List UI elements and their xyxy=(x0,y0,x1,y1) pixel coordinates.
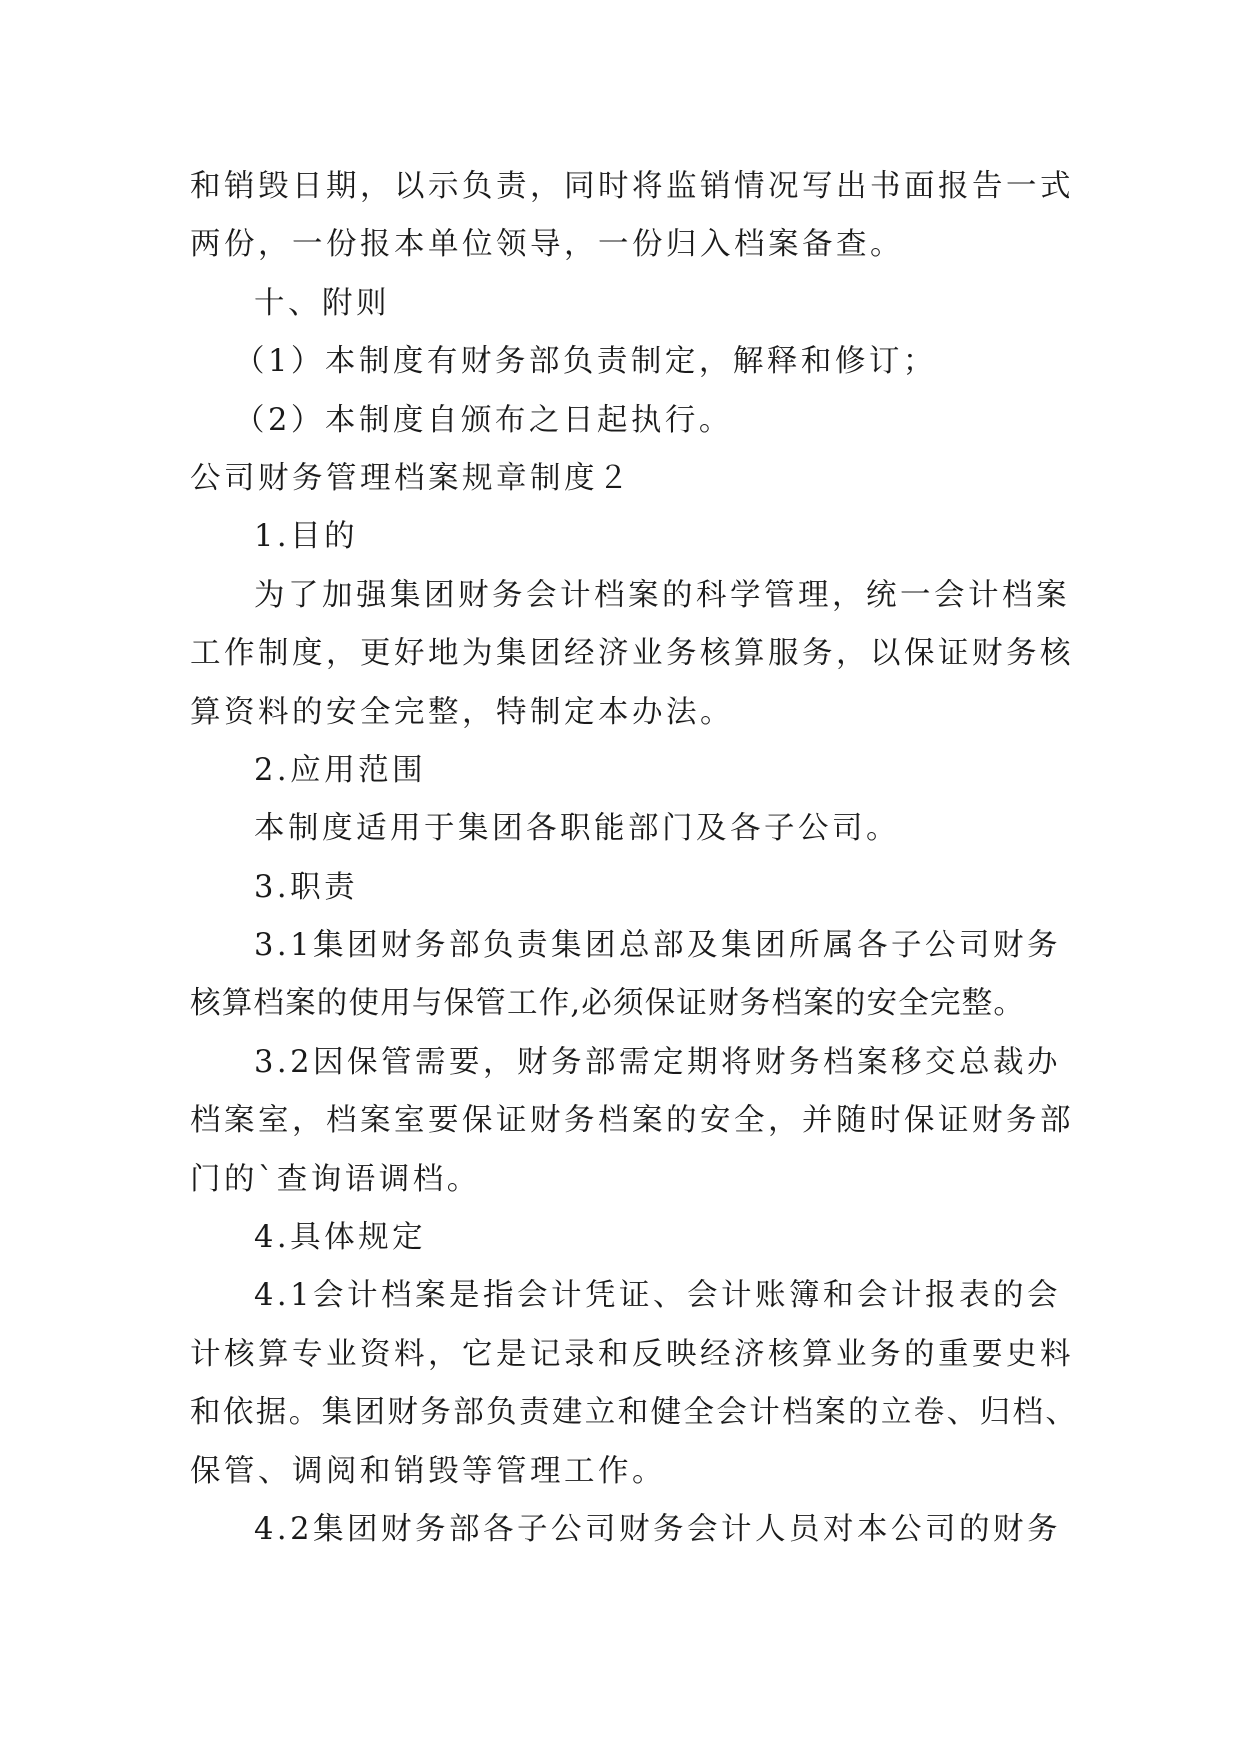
text-line: 保管、调阅和销毁等管理工作。 xyxy=(190,1453,666,1489)
text-line: 和依据。集团财务部负责建立和健全会计档案的立卷、归档、 xyxy=(190,1395,1079,1431)
text-line: 3.1集团财务部负责集团总部及集团所属各子公司财务 xyxy=(254,928,1062,964)
text-line: 档案室，档案室要保证财务档案的安全，并随时保证财务部 xyxy=(190,1103,1074,1139)
text-line: 两份，一份报本单位领导，一份归入档案备查。 xyxy=(190,227,904,263)
text-line: 核算档案的使用与保管工作,必须保证财务档案的安全完整。 xyxy=(190,986,1026,1022)
section-heading: 2.应用范围 xyxy=(254,752,427,788)
text-line: 本制度适用于集团各职能部门及各子公司。 xyxy=(254,811,900,847)
text-line: 工作制度，更好地为集团经济业务核算服务，以保证财务核 xyxy=(190,636,1074,672)
section-heading: 4.具体规定 xyxy=(254,1220,427,1256)
text-line: 4.2集团财务部各子公司财务会计人员对本公司的财务 xyxy=(254,1511,1062,1547)
section-heading: 十、附则 xyxy=(254,285,390,321)
text-line: （2）本制度自颁布之日起执行。 xyxy=(234,402,733,438)
text-line: 3.2因保管需要，财务部需定期将财务档案移交总裁办 xyxy=(254,1044,1062,1080)
text-line: 为了加强集团财务会计档案的科学管理，统一会计档案 xyxy=(254,577,1070,613)
section-heading: 1.目的 xyxy=(254,519,359,555)
body-text xyxy=(190,158,1079,1559)
text-line: 计核算专业资料，它是记录和反映经济核算业务的重要史料 xyxy=(190,1336,1074,1372)
text-line: 4.1会计档案是指会计凭证、会计账簿和会计报表的会 xyxy=(254,1278,1062,1314)
document-title: 公司财务管理档案规章制度２ xyxy=(190,460,632,496)
text-line: 和销毁日期，以示负责，同时将监销情况写出书面报告一式 xyxy=(190,169,1074,204)
text-line: 门的`查询语调档。 xyxy=(190,1161,481,1197)
section-heading: 3.职责 xyxy=(254,869,359,905)
text-line: （1）本制度有财务部负责制定，解释和修订； xyxy=(234,344,937,380)
text-line: 算资料的安全完整，特制定本办法。 xyxy=(190,694,734,730)
